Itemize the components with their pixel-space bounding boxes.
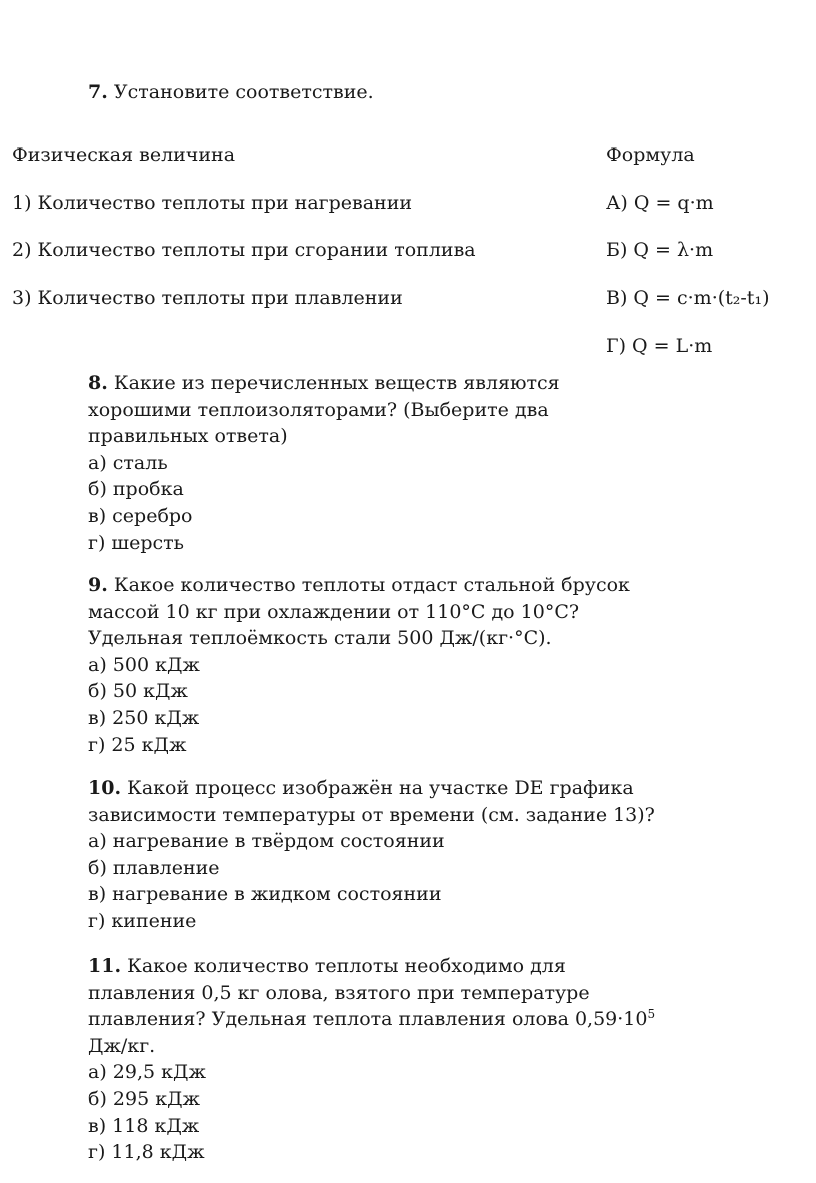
task7-number: 7. xyxy=(88,81,108,103)
task10-line-1 xyxy=(88,775,688,802)
task9-option-b: б) 50 кДж xyxy=(88,680,188,703)
task11-exponent: 5 xyxy=(647,1007,656,1022)
task8-option-a: а) сталь xyxy=(88,451,168,474)
task11-line-4: Дж/кг. xyxy=(88,1034,156,1057)
task9-line-2: массой 10 кг при охлаждении от 110°С до 10°С? xyxy=(88,600,580,623)
task10-text-1: Какой процесс изображён на участке DE графика xyxy=(127,777,634,799)
task11-text-3: плавления? Удельная теплота плавления олова 0,59·10 xyxy=(88,1008,648,1031)
task7-item-1: 1) Количество теплоты при нагревании xyxy=(12,192,413,214)
task7-title: Установите соответствие. xyxy=(113,81,374,103)
task8-option-g: г) шерсть xyxy=(88,531,184,554)
task8-line-2: хорошими теплоизоляторами? (Выберите два xyxy=(88,398,549,421)
task9-line-1 xyxy=(88,572,688,599)
task11-option-a: а) 29,5 кДж xyxy=(88,1061,206,1084)
task9-option-a: а) 500 кДж xyxy=(88,653,200,676)
task10-option-g: г) кипение xyxy=(88,909,197,932)
task11-option-v: в) 118 кДж xyxy=(88,1114,200,1137)
task8-line-1 xyxy=(88,370,688,397)
task11-block xyxy=(88,953,688,1166)
task7-formula-v: В) Q = c·m·(t₂-t₁) xyxy=(606,287,770,309)
task8-text-1: Какие из перечисленных веществ являются xyxy=(113,372,560,394)
task7-right-header: Формула xyxy=(606,144,695,166)
task9-option-g: г) 25 кДж xyxy=(88,733,187,756)
task8-number: 8. xyxy=(88,372,108,394)
task7-formula-b: Б) Q = λ·m xyxy=(606,239,714,261)
task11-option-b: б) 295 кДж xyxy=(88,1087,200,1110)
task7-formula-g: Г) Q = L·m xyxy=(606,335,713,357)
task10-option-b: б) плавление xyxy=(88,856,220,879)
task10-block xyxy=(88,775,688,935)
task11-number: 11. xyxy=(88,955,122,977)
task7-left-header: Физическая величина xyxy=(12,144,236,166)
task10-number: 10. xyxy=(88,777,122,799)
task9-text-1: Какое количество теплоты отдаст стальной брусок xyxy=(113,574,630,596)
task11-line-1 xyxy=(88,953,688,980)
task10-line-2: зависимости температуры от времени (см. задание 13)? xyxy=(88,803,655,826)
task8-block xyxy=(88,370,688,556)
task9-option-v: в) 250 кДж xyxy=(88,706,200,729)
task10-option-v: в) нагревание в жидком состоянии xyxy=(88,883,442,906)
task9-number: 9. xyxy=(88,574,108,596)
task10-option-a: а) нагревание в твёрдом состоянии xyxy=(88,830,445,853)
task9-block xyxy=(88,572,688,758)
task11-text-1: Какое количество теплоты необходимо для xyxy=(127,955,566,977)
task9-line-3: Удельная теплоёмкость стали 500 Дж/(кг·°С). xyxy=(88,627,552,650)
task7-heading xyxy=(88,80,374,104)
task11-line-3 xyxy=(88,1006,688,1033)
task8-line-3: правильных ответа) xyxy=(88,425,288,448)
task11-line-2: плавления 0,5 кг олова, взятого при температуре xyxy=(88,981,590,1004)
task11-option-g: г) 11,8 кДж xyxy=(88,1141,205,1164)
task8-option-b: б) пробка xyxy=(88,478,184,501)
task7-item-2: 2) Количество теплоты при сгорании топлива xyxy=(12,239,476,261)
task8-option-v: в) серебро xyxy=(88,504,193,527)
task7-formula-a: А) Q = q·m xyxy=(606,192,714,214)
task7-item-3: 3) Количество теплоты при плавлении xyxy=(12,287,403,309)
